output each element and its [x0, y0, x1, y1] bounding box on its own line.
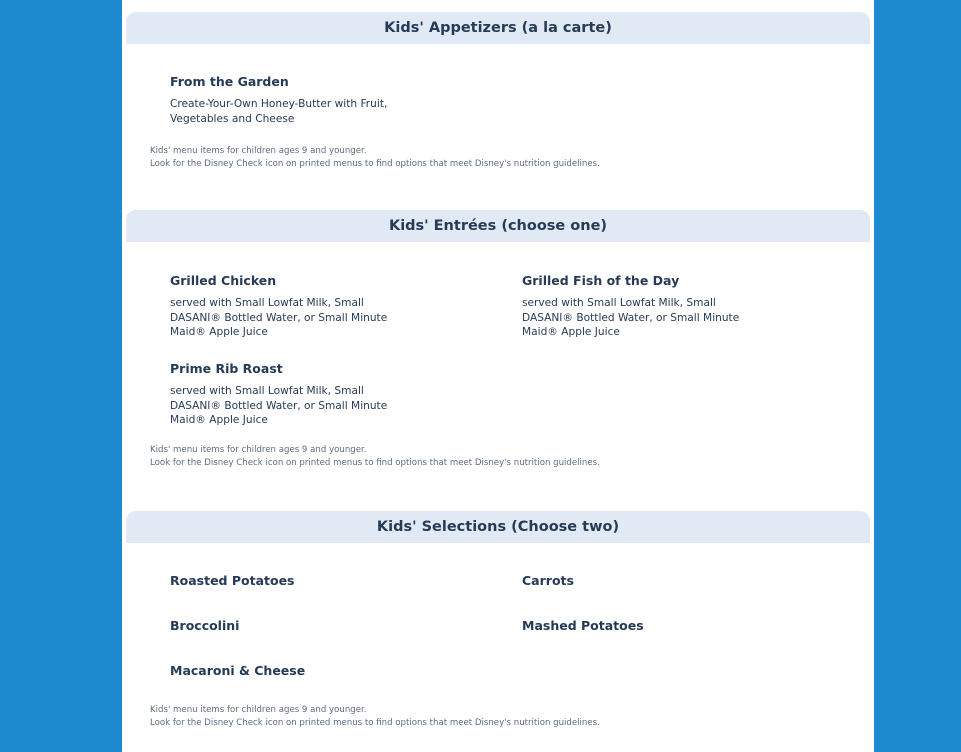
menu-item-roasted-potatoes	[170, 573, 294, 589]
menu-item-name: Broccolini	[170, 618, 240, 633]
section-title: Kids' Appetizers (a la carte)	[126, 12, 870, 44]
menu-item-description: Create-Your-Own Honey-Butter with Fruit, Vegetables and Cheese	[170, 98, 388, 125]
note-disney-check-line: Look for the Disney Check icon on printed menus to find options that meet Disney's nutrition guidelines.	[150, 718, 600, 728]
note-age-line: Kids' menu items for children ages 9 and younger.	[150, 445, 367, 455]
menu-item-name: Macaroni & Cheese	[170, 663, 306, 678]
menu-item-grilled-fish	[522, 273, 762, 340]
menu-item-mashed-potatoes	[522, 618, 644, 634]
section-kids-entrees	[126, 210, 870, 500]
menu-item-name: Grilled Chicken	[170, 273, 277, 288]
menu-panel	[122, 0, 874, 752]
menu-item-from-the-garden	[170, 74, 410, 126]
menu-item-broccolini	[170, 618, 239, 634]
menu-item-description: served with Small Lowfat Milk, Small DASANI® Bottled Water, or Small Minute Maid® Apple Juice	[170, 385, 388, 426]
note-age-line: Kids' menu items for children ages 9 and younger.	[150, 705, 367, 715]
section-note	[150, 704, 600, 730]
menu-item-name: Roasted Potatoes	[170, 573, 295, 588]
menu-item-description: served with Small Lowfat Milk, Small DASANI® Bottled Water, or Small Minute Maid® Apple Juice	[170, 297, 388, 338]
menu-item-prime-rib-roast	[170, 361, 410, 428]
menu-item-name: Grilled Fish of the Day	[522, 273, 680, 288]
section-title: Kids' Selections (Choose two)	[126, 511, 870, 543]
section-kids-selections	[126, 511, 870, 752]
section-note	[150, 444, 600, 470]
menu-item-macaroni-cheese	[170, 663, 305, 679]
note-age-line: Kids' menu items for children ages 9 and younger.	[150, 146, 367, 156]
section-title: Kids' Entrées (choose one)	[126, 210, 870, 242]
note-disney-check-line: Look for the Disney Check icon on printed menus to find options that meet Disney's nutrition guidelines.	[150, 159, 600, 169]
menu-item-carrots	[522, 573, 574, 589]
note-disney-check-line: Look for the Disney Check icon on printed menus to find options that meet Disney's nutrition guidelines.	[150, 458, 600, 468]
menu-item-grilled-chicken	[170, 273, 410, 340]
section-note	[150, 145, 600, 171]
menu-item-name: Carrots	[522, 573, 574, 588]
menu-item-name: Prime Rib Roast	[170, 361, 283, 376]
section-kids-appetizers	[126, 12, 870, 202]
menu-item-name: From the Garden	[170, 74, 289, 89]
menu-item-description: served with Small Lowfat Milk, Small DASANI® Bottled Water, or Small Minute Maid® Apple Juice	[522, 297, 740, 338]
menu-item-name: Mashed Potatoes	[522, 618, 644, 633]
